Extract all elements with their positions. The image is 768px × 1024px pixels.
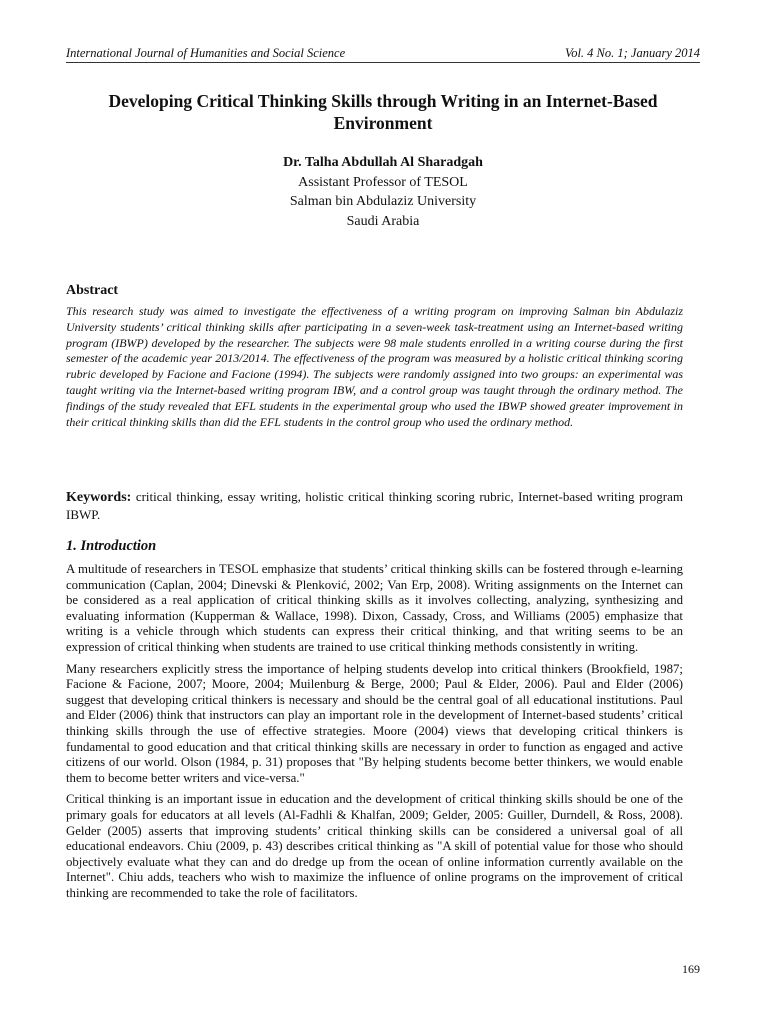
keywords bbox=[66, 488, 683, 523]
introduction-body bbox=[66, 562, 683, 907]
keywords-label: Keywords: bbox=[66, 490, 132, 505]
author-institution: Salman bin Abdulaziz University bbox=[289, 194, 477, 209]
paragraph: Many researchers explicitly stress the importance of helping students develop into critical thinkers (Brookfield, 1987; Facione & Facione, 2007; Moore, 2004; Muilenburg & Berge, 2000; Paul & Elder, 2006). Paul and Elder (2006) suggest that developing critical thinkers is necessary and should be the central goal of all educational institutions. Paul and Elder (2006) think that instructors can play an important role in the development of Internet-based students’ critical thinking skills through the use of effective strategies. Moore (2004) views that developing critical thinkers is fundamental to good education and that critical thinking skills are necessary in order to function as engaged and active citizens of our world. Olson (1984, p. 31) proposes that "By helping students become better thinkers, we would enable them to become better writers and vice-versa." bbox=[66, 661, 683, 785]
paper-title: Developing Critical Thinking Skills through Writing in an Internet-Based Environment bbox=[108, 91, 658, 133]
author-country: Saudi Arabia bbox=[346, 213, 420, 229]
page-number: 169 bbox=[682, 962, 700, 976]
running-header bbox=[66, 46, 700, 63]
journal-name: International Journal of Humanities and Social Science bbox=[66, 46, 346, 60]
issue-info: Vol. 4 No. 1; January 2014 bbox=[564, 46, 700, 60]
abstract-heading: Abstract bbox=[66, 283, 119, 298]
keywords-text: critical thinking, essay writing, holistic critical thinking scoring rubric, Internet-based writing program IBWP. bbox=[66, 489, 684, 522]
author-name: Dr. Talha Abdullah Al Sharadgah bbox=[283, 155, 483, 170]
introduction-heading: 1. Introduction bbox=[66, 538, 157, 554]
author-block bbox=[66, 153, 700, 231]
abstract-text: This research study was aimed to investigate the effectiveness of a writing program on improving Salman bin Abdulaziz University students’ critical thinking skills after participating in a seven-week task-treatment using an Internet-based writing program (IBWP) developed by the researcher. The subjects were 98 male students enrolled in a writing course during the first semester of the academic year 2013/2014. The effectiveness of the program was measured by a holistic critical thinking scoring rubric developed by Facione and Facione (1994). The subjects were randomly assigned into two groups: an experimental was taught writing via the Internet-based writing program IBW, and a control group was taught through the ordinary method. The findings of the study revealed that EFL students in the experimental group who used the IBWP showed greater improvement in their critical thinking skills than did the EFL students in the control group who used the ordinary method. bbox=[66, 304, 683, 429]
paragraph: A multitude of researchers in TESOL emphasize that students’ critical thinking skills can be fostered through e-learning communication (Caplan, 2004; Dinevski & Plenković, 2002; Van Erp, 2008). Writing assignments on the Internet can be considered as a real application of critical thinking skills as it involves collecting, analyzing, synthesizing and evaluating information (Kupperman & Wallace, 1998). Dixon, Cassady, Cross, and Williams (2005) emphasize that writing is a vehicle through which students can express their critical thinking, and that writing seems to be an expression of critical thinking when students are trained to use critical thinking methods consistently in writing. bbox=[66, 562, 683, 654]
author-position: Assistant Professor of TESOL bbox=[298, 174, 468, 190]
paragraph: Critical thinking is an important issue in education and the development of critical thinking skills should be one of the primary goals for educators at all levels (Al-Fadhli & Khalfan, 2009; Gelder, 2005: Guiller, Durndell, & Ross, 2008). Gelder (2005) asserts that improving students’ critical thinking skills can be considered a universal goal of all educational endeavors. Chiu (2009, p. 43) describes critical thinking as "A skill of potential value for those who should objectively evaluate what they can and do dredge up from the ocean of online information currently available on the Internet". Chiu adds, teachers who wish to maximize the influence of online programs on the improvement of critical thinking are recommended to take the role of facilitators. bbox=[66, 792, 683, 900]
